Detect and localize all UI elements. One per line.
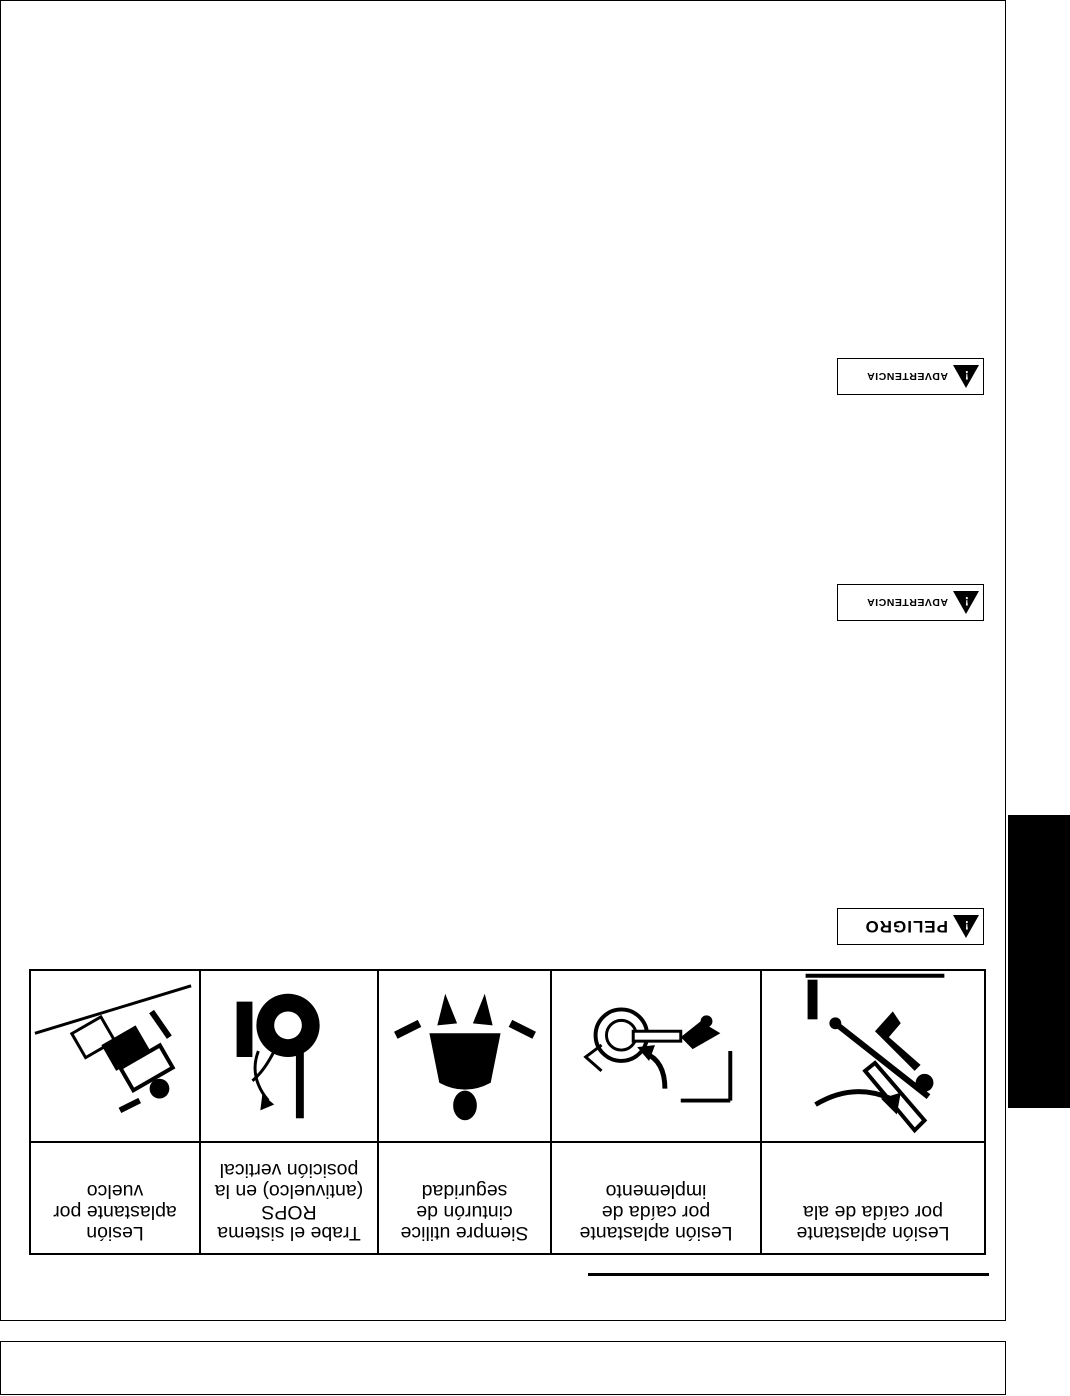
alert-triangle-icon: ! <box>953 365 979 388</box>
hazard-label: Trabe el sistema ROPS (antivuelco) en la posición vertical <box>214 1159 364 1244</box>
hazard-label-cell <box>30 1142 200 1254</box>
hazard-label-cell <box>551 1142 761 1254</box>
alert-triangle-icon: ! <box>953 591 979 614</box>
implement-fall-crush-icon <box>552 971 760 1141</box>
hazard-label: Lesión aplastante por caída de implemento <box>579 1180 733 1244</box>
hazard-label: Lesión aplastante por vuelco <box>53 1180 177 1244</box>
hazard-label-cell <box>761 1142 985 1254</box>
danger-label-text: PELIGRO <box>864 917 948 937</box>
hazard-pictogram-cell <box>30 970 200 1142</box>
horizontal-rule <box>588 1273 989 1276</box>
hazard-pictogram-cell <box>761 970 985 1142</box>
hazard-pictogram-cell <box>551 970 761 1142</box>
warning-label-text: ADVERTENCIA <box>866 370 948 383</box>
rops-lock-icon <box>201 971 377 1141</box>
alert-triangle-icon: ! <box>953 915 979 938</box>
hazard-table <box>29 969 986 1255</box>
rollover-crush-icon <box>31 971 199 1141</box>
footer-frame <box>0 1341 1006 1395</box>
hazard-label-cell <box>378 1142 551 1254</box>
section-tab <box>1008 815 1070 1108</box>
hazard-label: Lesión aplastante por caída de ala <box>796 1201 950 1244</box>
warning-label-2 <box>837 584 984 621</box>
hazard-label-cell <box>200 1142 378 1254</box>
seat-belt-icon <box>379 971 550 1141</box>
hazard-label: Siempre utilice cinturón de seguridad <box>400 1180 529 1244</box>
wing-fall-crush-icon <box>762 971 984 1141</box>
warning-label-text: ADVERTENCIA <box>866 596 948 609</box>
hazard-pictogram-row <box>30 970 985 1142</box>
warning-label-1 <box>837 358 984 395</box>
hazard-label-row <box>30 1142 985 1254</box>
hazard-pictogram-cell <box>200 970 378 1142</box>
danger-label <box>837 908 984 945</box>
hazard-pictogram-cell <box>378 970 551 1142</box>
